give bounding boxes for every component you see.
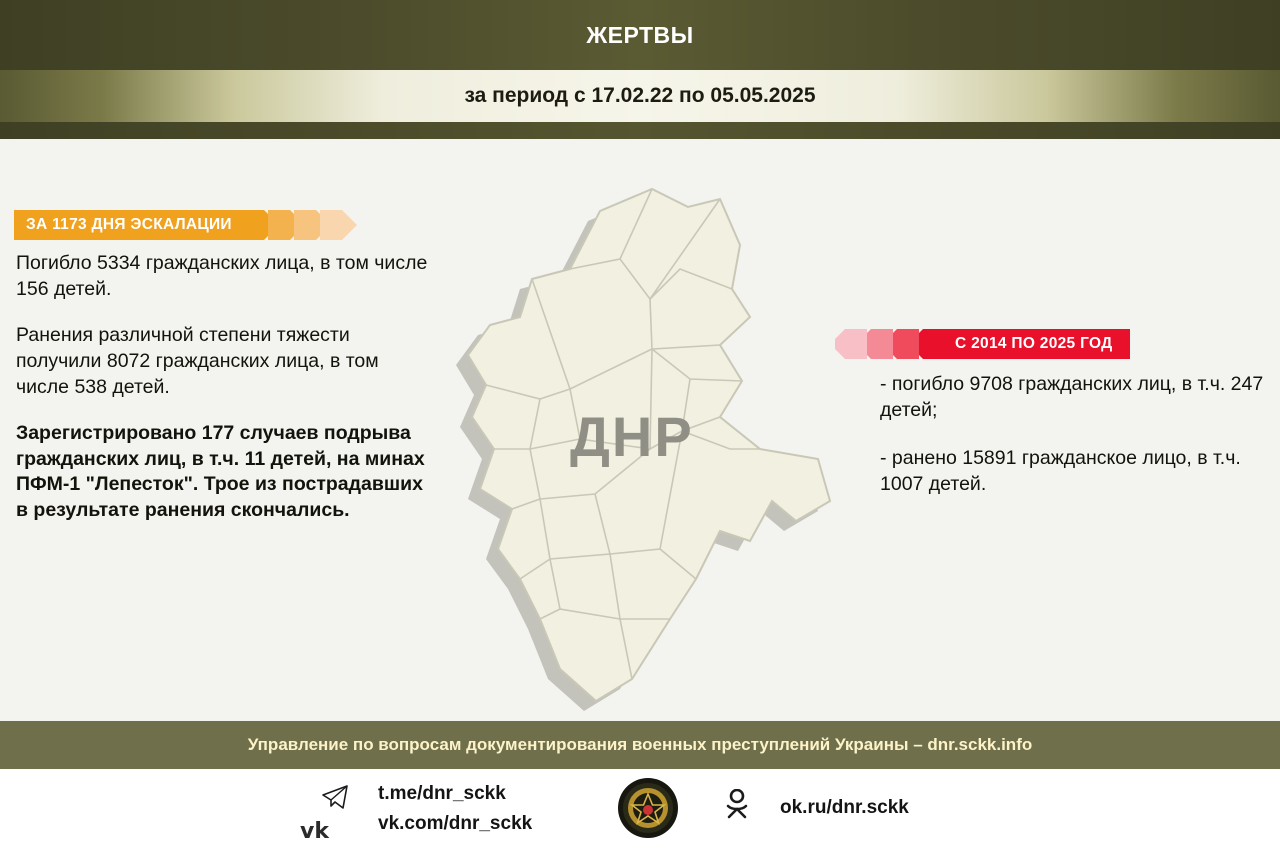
page-title: ЖЕРТВЫ	[586, 21, 694, 48]
escalation-banner	[14, 210, 372, 240]
vk-link[interactable]: vk.com/dnr_sckk	[378, 813, 533, 834]
main-content	[0, 139, 1280, 721]
escalation-stats	[16, 251, 436, 524]
escalation-banner-label: ЗА 1173 ДНЯ ЭСКАЛАЦИИ	[14, 210, 242, 240]
telegram-link[interactable]: t.me/dnr_sckk	[378, 783, 506, 804]
left-paragraph-1: Погибло 5334 гражданских лица, в том числе 156 детей.	[16, 252, 428, 300]
vk-icon[interactable]: vk	[300, 819, 329, 844]
emblem-icon	[617, 777, 679, 839]
odnoklassniki-icon[interactable]	[724, 789, 750, 819]
page-header	[0, 0, 1280, 70]
page-subheader	[0, 70, 1280, 122]
period-label: за период с 17.02.22 по 05.05.2025	[464, 84, 816, 107]
chevrons-left-icon	[835, 329, 945, 359]
header-divider	[0, 122, 1280, 139]
dnr-map	[420, 149, 860, 719]
footer-organization: Управление по вопросам документирования военных преступлений Украины – dnr.sckk.info	[247, 735, 1033, 754]
right-paragraph-1: - погибло 9708 гражданских лиц, в т.ч. 247 детей;	[880, 373, 1264, 422]
footer-bar	[0, 721, 1280, 769]
left-paragraph-3: Зарегистрировано 177 случаев подрыва гражданских лиц, в т.ч. 11 детей, на минах ПФМ-1 "Лепесток". Трое из пострадавших в результате ранения скончались.	[16, 421, 425, 522]
left-paragraph-2: Ранения различной степени тяжести получили 8072 гражданских лица, в том числе 538 детей.	[16, 323, 379, 398]
telegram-icon[interactable]	[322, 785, 348, 809]
since-2014-banner-label: С 2014 ПО 2025 ГОД	[945, 329, 1130, 359]
footer-links	[0, 769, 1280, 851]
since-2014-banner	[835, 329, 1130, 359]
ok-link[interactable]: ok.ru/dnr.sckk	[780, 797, 909, 818]
chevrons-right-icon	[242, 210, 372, 240]
since-2014-stats	[880, 371, 1270, 498]
map-region-label: ДНР	[570, 405, 694, 468]
right-paragraph-2: - ранено 15891 гражданское лицо, в т.ч. 1007 детей.	[880, 447, 1241, 496]
